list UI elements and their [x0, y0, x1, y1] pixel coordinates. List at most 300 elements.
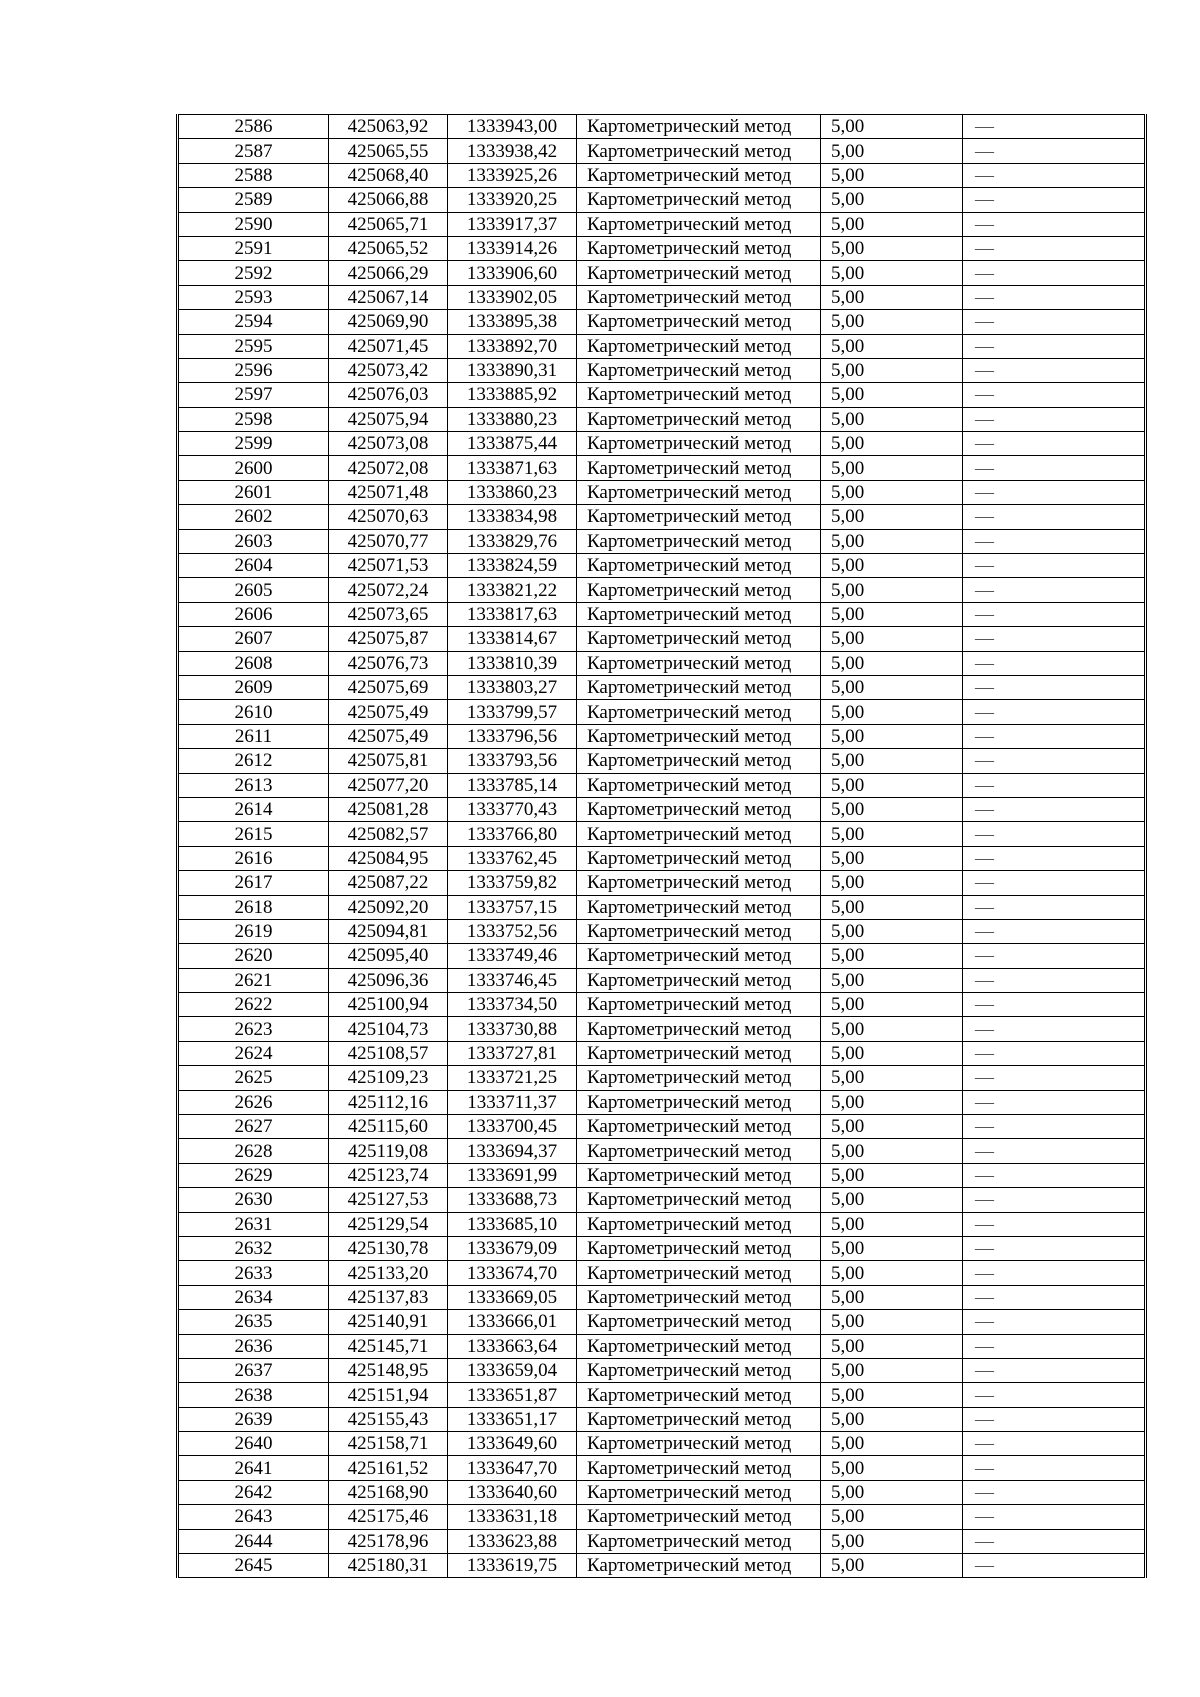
x-coordinate-cell: 425070,63: [329, 505, 448, 529]
y-coordinate-cell: 1333860,23: [448, 480, 577, 504]
y-coordinate-cell: 1333649,60: [448, 1432, 577, 1456]
y-coordinate-cell: 1333640,60: [448, 1480, 577, 1504]
note-cell: —: [963, 1041, 1146, 1065]
note-cell: —: [963, 432, 1146, 456]
coordinates-table-body: [178, 115, 1146, 1578]
x-coordinate-cell: 425140,91: [329, 1310, 448, 1334]
table-row: [178, 627, 1146, 651]
accuracy-cell: 5,00: [821, 554, 963, 578]
point-number-cell: 2634: [178, 1285, 329, 1309]
table-row: [178, 480, 1146, 504]
note-cell: —: [963, 334, 1146, 358]
x-coordinate-cell: 425066,88: [329, 188, 448, 212]
note-cell: —: [963, 115, 1146, 139]
accuracy-cell: 5,00: [821, 139, 963, 163]
table-row: [178, 1212, 1146, 1236]
x-coordinate-cell: 425076,73: [329, 651, 448, 675]
method-cell: Картометрический метод: [577, 1212, 821, 1236]
y-coordinate-cell: 1333663,64: [448, 1334, 577, 1358]
y-coordinate-cell: 1333659,04: [448, 1358, 577, 1382]
table-row: [178, 651, 1146, 675]
point-number-cell: 2643: [178, 1505, 329, 1529]
x-coordinate-cell: 425112,16: [329, 1090, 448, 1114]
x-coordinate-cell: 425070,77: [329, 529, 448, 553]
accuracy-cell: 5,00: [821, 480, 963, 504]
y-coordinate-cell: 1333814,67: [448, 627, 577, 651]
y-coordinate-cell: 1333943,00: [448, 115, 577, 139]
x-coordinate-cell: 425087,22: [329, 871, 448, 895]
y-coordinate-cell: 1333631,18: [448, 1505, 577, 1529]
method-cell: Картометрический метод: [577, 895, 821, 919]
x-coordinate-cell: 425084,95: [329, 846, 448, 870]
method-cell: Картометрический метод: [577, 846, 821, 870]
table-row: [178, 993, 1146, 1017]
point-number-cell: 2622: [178, 993, 329, 1017]
point-number-cell: 2630: [178, 1188, 329, 1212]
accuracy-cell: 5,00: [821, 1456, 963, 1480]
point-number-cell: 2614: [178, 797, 329, 821]
point-number-cell: 2625: [178, 1066, 329, 1090]
method-cell: Картометрический метод: [577, 432, 821, 456]
point-number-cell: 2629: [178, 1163, 329, 1187]
y-coordinate-cell: 1333623,88: [448, 1529, 577, 1553]
point-number-cell: 2595: [178, 334, 329, 358]
table-row: [178, 1480, 1146, 1504]
point-number-cell: 2633: [178, 1261, 329, 1285]
table-row: [178, 1066, 1146, 1090]
table-row: [178, 310, 1146, 334]
table-row: [178, 822, 1146, 846]
note-cell: —: [963, 383, 1146, 407]
point-number-cell: 2603: [178, 529, 329, 553]
point-number-cell: 2599: [178, 432, 329, 456]
table-row: [178, 1310, 1146, 1334]
note-cell: —: [963, 1212, 1146, 1236]
x-coordinate-cell: 425100,94: [329, 993, 448, 1017]
method-cell: Картометрический метод: [577, 871, 821, 895]
x-coordinate-cell: 425175,46: [329, 1505, 448, 1529]
method-cell: Картометрический метод: [577, 968, 821, 992]
point-number-cell: 2605: [178, 578, 329, 602]
point-number-cell: 2624: [178, 1041, 329, 1065]
y-coordinate-cell: 1333759,82: [448, 871, 577, 895]
table-row: [178, 1285, 1146, 1309]
y-coordinate-cell: 1333902,05: [448, 285, 577, 309]
accuracy-cell: 5,00: [821, 212, 963, 236]
table-row: [178, 456, 1146, 480]
accuracy-cell: 5,00: [821, 334, 963, 358]
table-row: [178, 1456, 1146, 1480]
point-number-cell: 2608: [178, 651, 329, 675]
method-cell: Картометрический метод: [577, 1310, 821, 1334]
table-row: [178, 505, 1146, 529]
note-cell: —: [963, 529, 1146, 553]
x-coordinate-cell: 425076,03: [329, 383, 448, 407]
x-coordinate-cell: 425123,74: [329, 1163, 448, 1187]
method-cell: Картометрический метод: [577, 578, 821, 602]
note-cell: —: [963, 1090, 1146, 1114]
method-cell: Картометрический метод: [577, 261, 821, 285]
y-coordinate-cell: 1333666,01: [448, 1310, 577, 1334]
point-number-cell: 2640: [178, 1432, 329, 1456]
method-cell: Картометрический метод: [577, 993, 821, 1017]
table-row: [178, 871, 1146, 895]
table-row: [178, 602, 1146, 626]
method-cell: Картометрический метод: [577, 554, 821, 578]
y-coordinate-cell: 1333685,10: [448, 1212, 577, 1236]
table-row: [178, 846, 1146, 870]
method-cell: Картометрический метод: [577, 822, 821, 846]
point-number-cell: 2611: [178, 724, 329, 748]
note-cell: —: [963, 212, 1146, 236]
point-number-cell: 2619: [178, 919, 329, 943]
x-coordinate-cell: 425133,20: [329, 1261, 448, 1285]
table-row: [178, 968, 1146, 992]
y-coordinate-cell: 1333938,42: [448, 139, 577, 163]
point-number-cell: 2610: [178, 700, 329, 724]
point-number-cell: 2616: [178, 846, 329, 870]
point-number-cell: 2596: [178, 358, 329, 382]
method-cell: Картометрический метод: [577, 505, 821, 529]
accuracy-cell: 5,00: [821, 895, 963, 919]
y-coordinate-cell: 1333785,14: [448, 773, 577, 797]
y-coordinate-cell: 1333810,39: [448, 651, 577, 675]
accuracy-cell: 5,00: [821, 797, 963, 821]
note-cell: —: [963, 285, 1146, 309]
accuracy-cell: 5,00: [821, 749, 963, 773]
method-cell: Картометрический метод: [577, 1480, 821, 1504]
point-number-cell: 2638: [178, 1383, 329, 1407]
table-row: [178, 944, 1146, 968]
point-number-cell: 2606: [178, 602, 329, 626]
y-coordinate-cell: 1333925,26: [448, 163, 577, 187]
table-row: [178, 1041, 1146, 1065]
y-coordinate-cell: 1333727,81: [448, 1041, 577, 1065]
point-number-cell: 2642: [178, 1480, 329, 1504]
accuracy-cell: 5,00: [821, 993, 963, 1017]
x-coordinate-cell: 425075,87: [329, 627, 448, 651]
table-row: [178, 334, 1146, 358]
accuracy-cell: 5,00: [821, 1480, 963, 1504]
note-cell: —: [963, 797, 1146, 821]
x-coordinate-cell: 425071,48: [329, 480, 448, 504]
table-row: [178, 554, 1146, 578]
accuracy-cell: 5,00: [821, 822, 963, 846]
point-number-cell: 2613: [178, 773, 329, 797]
method-cell: Картометрический метод: [577, 1334, 821, 1358]
accuracy-cell: 5,00: [821, 1188, 963, 1212]
note-cell: —: [963, 919, 1146, 943]
method-cell: Картометрический метод: [577, 1090, 821, 1114]
accuracy-cell: 5,00: [821, 1432, 963, 1456]
y-coordinate-cell: 1333730,88: [448, 1017, 577, 1041]
x-coordinate-cell: 425071,53: [329, 554, 448, 578]
method-cell: Картометрический метод: [577, 1285, 821, 1309]
table-row: [178, 188, 1146, 212]
point-number-cell: 2620: [178, 944, 329, 968]
accuracy-cell: 5,00: [821, 675, 963, 699]
accuracy-cell: 5,00: [821, 529, 963, 553]
table-row: [178, 1505, 1146, 1529]
accuracy-cell: 5,00: [821, 456, 963, 480]
x-coordinate-cell: 425073,42: [329, 358, 448, 382]
point-number-cell: 2618: [178, 895, 329, 919]
x-coordinate-cell: 425161,52: [329, 1456, 448, 1480]
method-cell: Картометрический метод: [577, 139, 821, 163]
y-coordinate-cell: 1333914,26: [448, 236, 577, 260]
table-row: [178, 1554, 1146, 1578]
note-cell: —: [963, 1163, 1146, 1187]
note-cell: —: [963, 846, 1146, 870]
table-row: [178, 1383, 1146, 1407]
table-row: [178, 919, 1146, 943]
table-row: [178, 358, 1146, 382]
point-number-cell: 2636: [178, 1334, 329, 1358]
note-cell: —: [963, 1285, 1146, 1309]
note-cell: —: [963, 993, 1146, 1017]
accuracy-cell: 5,00: [821, 578, 963, 602]
method-cell: Картометрический метод: [577, 407, 821, 431]
note-cell: —: [963, 1236, 1146, 1260]
note-cell: —: [963, 602, 1146, 626]
point-number-cell: 2645: [178, 1554, 329, 1578]
accuracy-cell: 5,00: [821, 919, 963, 943]
method-cell: Картометрический метод: [577, 1529, 821, 1553]
point-number-cell: 2628: [178, 1139, 329, 1163]
method-cell: Картометрический метод: [577, 1432, 821, 1456]
y-coordinate-cell: 1333817,63: [448, 602, 577, 626]
y-coordinate-cell: 1333834,98: [448, 505, 577, 529]
y-coordinate-cell: 1333770,43: [448, 797, 577, 821]
y-coordinate-cell: 1333669,05: [448, 1285, 577, 1309]
x-coordinate-cell: 425109,23: [329, 1066, 448, 1090]
x-coordinate-cell: 425077,20: [329, 773, 448, 797]
method-cell: Картометрический метод: [577, 651, 821, 675]
note-cell: —: [963, 895, 1146, 919]
y-coordinate-cell: 1333694,37: [448, 1139, 577, 1163]
x-coordinate-cell: 425104,73: [329, 1017, 448, 1041]
y-coordinate-cell: 1333871,63: [448, 456, 577, 480]
y-coordinate-cell: 1333752,56: [448, 919, 577, 943]
x-coordinate-cell: 425075,49: [329, 724, 448, 748]
y-coordinate-cell: 1333721,25: [448, 1066, 577, 1090]
method-cell: Картометрический метод: [577, 1554, 821, 1578]
x-coordinate-cell: 425137,83: [329, 1285, 448, 1309]
x-coordinate-cell: 425071,45: [329, 334, 448, 358]
y-coordinate-cell: 1333749,46: [448, 944, 577, 968]
y-coordinate-cell: 1333688,73: [448, 1188, 577, 1212]
method-cell: Картометрический метод: [577, 529, 821, 553]
note-cell: —: [963, 407, 1146, 431]
x-coordinate-cell: 425151,94: [329, 1383, 448, 1407]
x-coordinate-cell: 425108,57: [329, 1041, 448, 1065]
y-coordinate-cell: 1333895,38: [448, 310, 577, 334]
method-cell: Картометрический метод: [577, 1139, 821, 1163]
x-coordinate-cell: 425069,90: [329, 310, 448, 334]
x-coordinate-cell: 425095,40: [329, 944, 448, 968]
note-cell: —: [963, 236, 1146, 260]
accuracy-cell: 5,00: [821, 871, 963, 895]
accuracy-cell: 5,00: [821, 602, 963, 626]
note-cell: —: [963, 1261, 1146, 1285]
method-cell: Картометрический метод: [577, 456, 821, 480]
accuracy-cell: 5,00: [821, 1407, 963, 1431]
point-number-cell: 2637: [178, 1358, 329, 1382]
x-coordinate-cell: 425094,81: [329, 919, 448, 943]
y-coordinate-cell: 1333906,60: [448, 261, 577, 285]
table-row: [178, 529, 1146, 553]
accuracy-cell: 5,00: [821, 1505, 963, 1529]
table-row: [178, 724, 1146, 748]
point-number-cell: 2617: [178, 871, 329, 895]
accuracy-cell: 5,00: [821, 1090, 963, 1114]
point-number-cell: 2626: [178, 1090, 329, 1114]
note-cell: —: [963, 1554, 1146, 1578]
method-cell: Картометрический метод: [577, 919, 821, 943]
y-coordinate-cell: 1333619,75: [448, 1554, 577, 1578]
table-row: [178, 1407, 1146, 1431]
y-coordinate-cell: 1333651,17: [448, 1407, 577, 1431]
point-number-cell: 2623: [178, 1017, 329, 1041]
method-cell: Картометрический метод: [577, 1358, 821, 1382]
point-number-cell: 2594: [178, 310, 329, 334]
note-cell: —: [963, 480, 1146, 504]
accuracy-cell: 5,00: [821, 700, 963, 724]
table-row: [178, 1334, 1146, 1358]
note-cell: —: [963, 1529, 1146, 1553]
method-cell: Картометрический метод: [577, 188, 821, 212]
method-cell: Картометрический метод: [577, 700, 821, 724]
y-coordinate-cell: 1333793,56: [448, 749, 577, 773]
table-row: [178, 895, 1146, 919]
accuracy-cell: 5,00: [821, 1139, 963, 1163]
method-cell: Картометрический метод: [577, 749, 821, 773]
accuracy-cell: 5,00: [821, 310, 963, 334]
note-cell: —: [963, 554, 1146, 578]
accuracy-cell: 5,00: [821, 1529, 963, 1553]
y-coordinate-cell: 1333890,31: [448, 358, 577, 382]
table-row: [178, 1236, 1146, 1260]
x-coordinate-cell: 425082,57: [329, 822, 448, 846]
table-row: [178, 1529, 1146, 1553]
y-coordinate-cell: 1333766,80: [448, 822, 577, 846]
method-cell: Картометрический метод: [577, 1456, 821, 1480]
note-cell: —: [963, 456, 1146, 480]
table-row: [178, 432, 1146, 456]
method-cell: Картометрический метод: [577, 773, 821, 797]
point-number-cell: 2639: [178, 1407, 329, 1431]
note-cell: —: [963, 968, 1146, 992]
x-coordinate-cell: 425158,71: [329, 1432, 448, 1456]
y-coordinate-cell: 1333920,25: [448, 188, 577, 212]
point-number-cell: 2593: [178, 285, 329, 309]
note-cell: —: [963, 310, 1146, 334]
x-coordinate-cell: 425148,95: [329, 1358, 448, 1382]
x-coordinate-cell: 425066,29: [329, 261, 448, 285]
accuracy-cell: 5,00: [821, 944, 963, 968]
table-row: [178, 285, 1146, 309]
point-number-cell: 2600: [178, 456, 329, 480]
method-cell: Картометрический метод: [577, 797, 821, 821]
y-coordinate-cell: 1333892,70: [448, 334, 577, 358]
accuracy-cell: 5,00: [821, 651, 963, 675]
method-cell: Картометрический метод: [577, 480, 821, 504]
method-cell: Картометрический метод: [577, 1066, 821, 1090]
accuracy-cell: 5,00: [821, 383, 963, 407]
x-coordinate-cell: 425065,52: [329, 236, 448, 260]
note-cell: —: [963, 1310, 1146, 1334]
note-cell: —: [963, 651, 1146, 675]
table-row: [178, 139, 1146, 163]
x-coordinate-cell: 425130,78: [329, 1236, 448, 1260]
x-coordinate-cell: 425115,60: [329, 1115, 448, 1139]
y-coordinate-cell: 1333757,15: [448, 895, 577, 919]
accuracy-cell: 5,00: [821, 505, 963, 529]
x-coordinate-cell: 425067,14: [329, 285, 448, 309]
note-cell: —: [963, 1456, 1146, 1480]
method-cell: Картометрический метод: [577, 1041, 821, 1065]
accuracy-cell: 5,00: [821, 163, 963, 187]
y-coordinate-cell: 1333691,99: [448, 1163, 577, 1187]
y-coordinate-cell: 1333880,23: [448, 407, 577, 431]
accuracy-cell: 5,00: [821, 968, 963, 992]
method-cell: Картометрический метод: [577, 1407, 821, 1431]
note-cell: —: [963, 188, 1146, 212]
method-cell: Картометрический метод: [577, 383, 821, 407]
method-cell: Картометрический метод: [577, 285, 821, 309]
note-cell: —: [963, 578, 1146, 602]
y-coordinate-cell: 1333875,44: [448, 432, 577, 456]
accuracy-cell: 5,00: [821, 1358, 963, 1382]
x-coordinate-cell: 425081,28: [329, 797, 448, 821]
y-coordinate-cell: 1333824,59: [448, 554, 577, 578]
accuracy-cell: 5,00: [821, 188, 963, 212]
accuracy-cell: 5,00: [821, 1261, 963, 1285]
note-cell: —: [963, 700, 1146, 724]
method-cell: Картометрический метод: [577, 358, 821, 382]
accuracy-cell: 5,00: [821, 261, 963, 285]
note-cell: —: [963, 1139, 1146, 1163]
table-row: [178, 261, 1146, 285]
accuracy-cell: 5,00: [821, 1383, 963, 1407]
table-row: [178, 1432, 1146, 1456]
accuracy-cell: 5,00: [821, 724, 963, 748]
point-number-cell: 2586: [178, 115, 329, 139]
method-cell: Картометрический метод: [577, 602, 821, 626]
note-cell: —: [963, 1358, 1146, 1382]
accuracy-cell: 5,00: [821, 1212, 963, 1236]
y-coordinate-cell: 1333917,37: [448, 212, 577, 236]
y-coordinate-cell: 1333885,92: [448, 383, 577, 407]
y-coordinate-cell: 1333674,70: [448, 1261, 577, 1285]
accuracy-cell: 5,00: [821, 1163, 963, 1187]
accuracy-cell: 5,00: [821, 432, 963, 456]
method-cell: Картометрический метод: [577, 1383, 821, 1407]
method-cell: Картометрический метод: [577, 627, 821, 651]
method-cell: Картометрический метод: [577, 675, 821, 699]
table-row: [178, 1188, 1146, 1212]
note-cell: —: [963, 1115, 1146, 1139]
y-coordinate-cell: 1333651,87: [448, 1383, 577, 1407]
note-cell: —: [963, 773, 1146, 797]
y-coordinate-cell: 1333746,45: [448, 968, 577, 992]
point-number-cell: 2590: [178, 212, 329, 236]
y-coordinate-cell: 1333711,37: [448, 1090, 577, 1114]
method-cell: Картометрический метод: [577, 724, 821, 748]
table-row: [178, 675, 1146, 699]
method-cell: Картометрический метод: [577, 334, 821, 358]
point-number-cell: 2588: [178, 163, 329, 187]
